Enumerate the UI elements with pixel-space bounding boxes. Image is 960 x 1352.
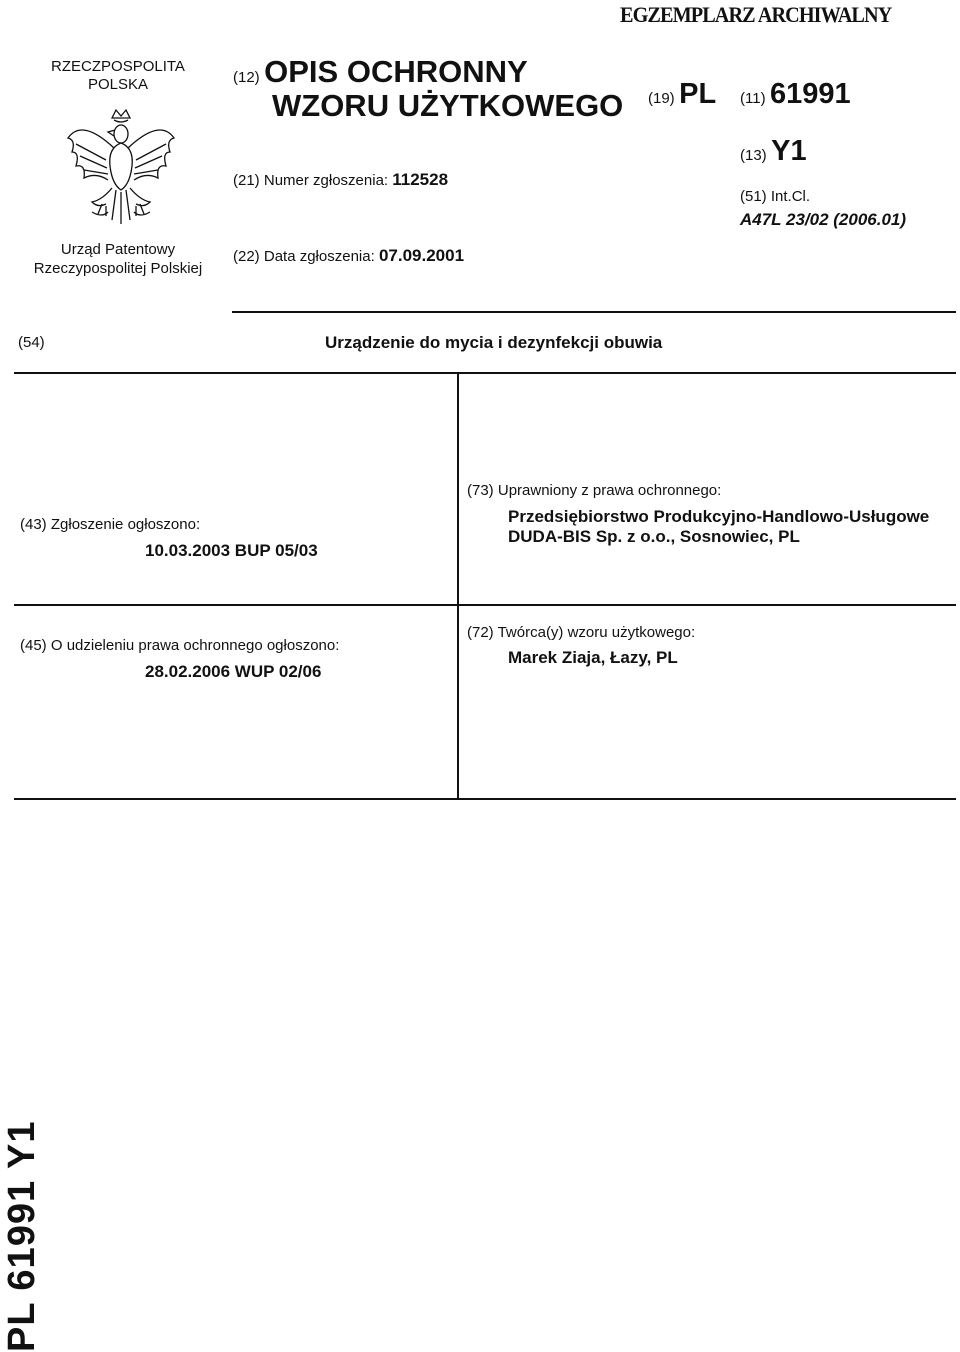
field-22-label: Data zgłoszenia:: [263, 248, 375, 265]
field-73-code: (73): [467, 482, 494, 499]
field-21-code: (21): [233, 172, 260, 189]
field-45-label: O udzieleniu prawa ochronnego ogłoszono:: [50, 637, 340, 654]
field-13-code: (13): [740, 147, 767, 164]
field-51: [740, 188, 810, 205]
patent-office: [28, 240, 208, 278]
document-title-line1: OPIS OCHRONNY: [264, 54, 528, 89]
divider-vertical: [457, 372, 459, 799]
field-13: [740, 135, 807, 168]
field-11-code: (11): [740, 90, 766, 107]
field-12-code: (12): [233, 69, 260, 86]
polish-eagle-emblem-icon: [62, 108, 180, 228]
application-date: 07.09.2001: [378, 246, 465, 265]
divider-middle: [14, 604, 956, 606]
document-title-line2: WZORU UŻYTKOWEGO: [272, 88, 624, 123]
field-45-code: (45): [20, 637, 47, 654]
office-line2: Rzeczypospolitej Polskiej: [33, 260, 203, 277]
field-19: [648, 78, 716, 111]
archive-stamp: EGZEMPLARZ ARCHIWALNY: [620, 2, 892, 27]
publication-date: 10.03.2003 BUP 05/03: [145, 541, 318, 560]
field-43-label: Zgłoszenie ogłoszono:: [50, 516, 201, 533]
field-12: [233, 55, 528, 89]
field-72-code: (72): [467, 624, 494, 641]
office-line1: Urząd Patentowy: [60, 241, 176, 258]
field-51-code: (51): [740, 188, 767, 205]
country-code: PL: [679, 78, 717, 110]
registration-number: 61991: [770, 78, 851, 110]
field-43-code: (43): [20, 516, 47, 533]
field-73: [467, 482, 721, 499]
country-line1: RZECZPOSPOLITA: [51, 58, 185, 75]
field-72-label: Twórca(y) wzoru użytkowego:: [497, 624, 696, 641]
right-holder-line2: DUDA-BIS Sp. z o.o., Sosnowiec, PL: [508, 527, 800, 546]
field-19-code: (19): [648, 90, 675, 107]
field-22-code: (22): [233, 248, 260, 265]
country-name: [38, 58, 198, 94]
field-21: [233, 170, 448, 190]
application-number: 112528: [392, 170, 449, 189]
classification-value: A47L 23/02 (2006.01): [740, 210, 907, 229]
country-line2: POLSKA: [87, 76, 149, 93]
document-kind: Y1: [771, 135, 807, 167]
divider-top: [232, 311, 956, 313]
field-72: [467, 624, 695, 641]
field-51-label: Int.Cl.: [770, 188, 811, 205]
field-73-label: Uprawniony z prawa ochronnego:: [497, 482, 722, 499]
creator-name: Marek Ziaja, Łazy, PL: [508, 648, 678, 667]
field-21-label: Numer zgłoszenia:: [263, 172, 389, 189]
field-45: [20, 637, 339, 654]
right-holder-line1: Przedsiębiorstwo Produkcyjno-Handlowo-Usługowe: [508, 507, 930, 526]
utility-model-title: Urządzenie do mycia i dezynfekcji obuwia: [325, 333, 663, 352]
grant-publication-date: 28.02.2006 WUP 02/06: [145, 662, 322, 681]
field-54-code: (54): [18, 334, 45, 351]
divider-title-bottom: [14, 372, 956, 374]
spine-label: PL 61991 Y1: [1, 1120, 43, 1352]
field-43: [20, 516, 200, 533]
field-22: [233, 246, 464, 266]
field-11: [740, 78, 851, 111]
divider-bottom: [14, 798, 956, 800]
